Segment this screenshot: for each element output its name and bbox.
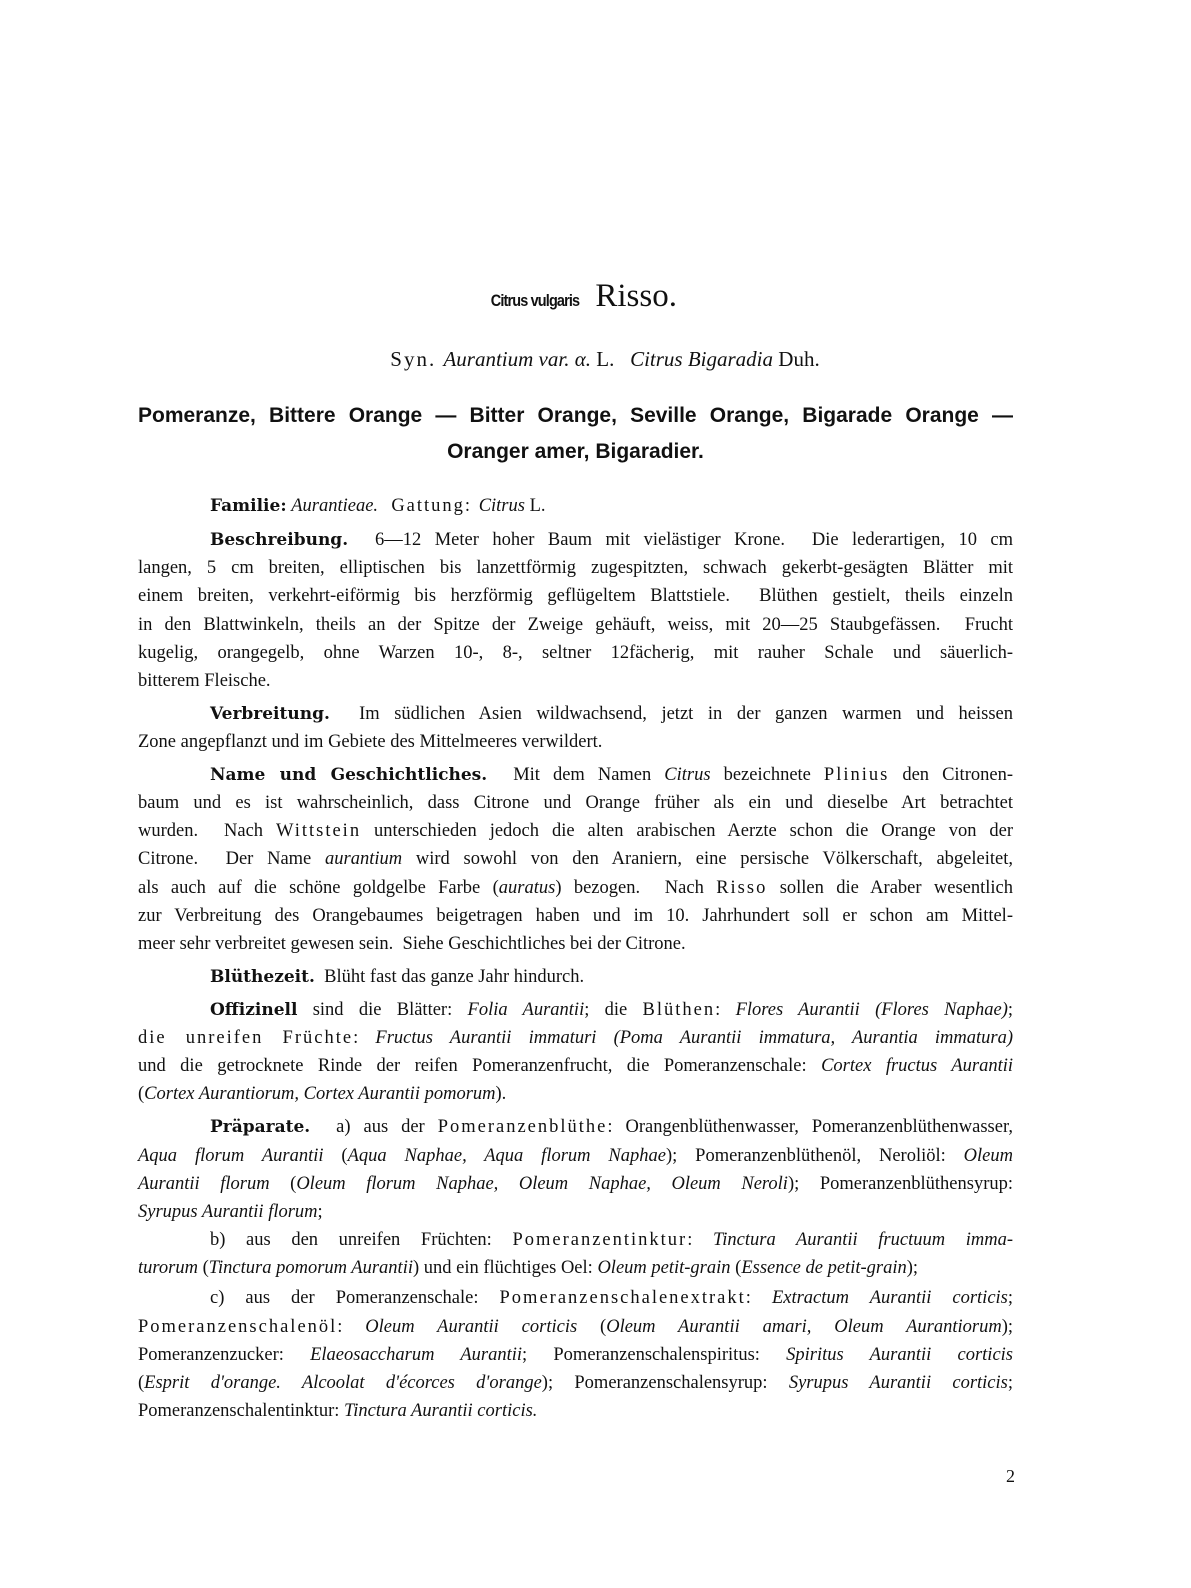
- text-segment: Im südlichen Asien wildwachsend, jetzt in der ganzen warmen und heissen: [329, 704, 1013, 724]
- text-segment: :: [715, 1000, 736, 1020]
- synonym-segment: L.: [591, 347, 631, 371]
- text-segment: Aqua florum Aurantii: [138, 1146, 324, 1166]
- text-line: [138, 1399, 1013, 1423]
- synonym-segment: Syn.: [390, 347, 444, 371]
- species-name: Citrus vulgaris: [490, 291, 580, 310]
- text-line: [138, 584, 1013, 608]
- text-line: [138, 1315, 1013, 1339]
- text-line: [210, 763, 1013, 787]
- text-line: [138, 669, 1013, 693]
- text-segment: bezeichnete: [710, 765, 824, 785]
- text-segment: als auch auf die schöne goldgelbe Farbe (: [138, 878, 499, 898]
- text-segment: Oleum Aurantii amari, Oleum Aurantiorum: [606, 1317, 1002, 1337]
- text-segment: Elaeosaccharum Aurantii: [310, 1345, 523, 1365]
- text-segment: Folia Aurantii: [467, 1000, 585, 1020]
- text-segment: Mit dem Namen: [487, 765, 665, 785]
- text-segment: (: [138, 1084, 145, 1104]
- text-segment: Spiritus Aurantii corticis: [786, 1345, 1013, 1365]
- text-segment: turorum: [138, 1258, 198, 1278]
- text-line: [138, 1172, 1013, 1196]
- text-segment: Pomeranzentinktur: [512, 1230, 688, 1250]
- text-segment: Oleum: [963, 1146, 1013, 1166]
- text-segment: (: [323, 1146, 348, 1166]
- text-segment: in den Blattwinkeln, theils an der Spitze der Zweige gehäuft, weiss, mit 20—25 Staubgefässen. Frucht: [138, 615, 1013, 635]
- text-segment: wurden. Nach: [138, 821, 276, 841]
- text-segment: den Citronen-: [889, 765, 1013, 785]
- synonym-segment: Duh.: [773, 347, 820, 371]
- text-segment: Citrus: [664, 765, 711, 785]
- text-segment: Zone angepflanzt und im Gebiete des Mittelmeeres verwildert.: [138, 732, 603, 752]
- text-segment: Blüthen: [642, 1000, 716, 1020]
- text-line: [210, 1115, 1013, 1139]
- text-segment: sollen die Araber wesentlich: [767, 878, 1013, 898]
- text-line: [138, 932, 1013, 956]
- text-line: [138, 1144, 1013, 1168]
- text-segment: die unreifen Früchte: [138, 1028, 354, 1048]
- synonym-segment: Aurantium var. α.: [443, 347, 591, 371]
- text-line: [210, 528, 1013, 552]
- text-segment: ).: [495, 1084, 507, 1104]
- text-line: [138, 1082, 1013, 1106]
- text-line: [210, 1228, 1013, 1252]
- text-line: [210, 965, 1013, 989]
- text-segment: );: [906, 1258, 919, 1278]
- page-title: [0, 278, 1160, 315]
- text-segment: ); Pomeranzenblüthensyrup:: [787, 1174, 1013, 1194]
- text-segment: aurantium: [325, 849, 403, 869]
- text-line: [210, 494, 1013, 518]
- text-segment: ;: [1007, 1373, 1014, 1393]
- common-names-line-2: Oranger amer, Bigaradier.: [447, 440, 704, 463]
- text-segment: Essence de petit-grain: [741, 1258, 907, 1278]
- text-segment: ;: [1007, 1000, 1013, 1020]
- text-line: [138, 1200, 1013, 1224]
- text-segment: b) aus den unreifen Früchten:: [210, 1230, 513, 1250]
- text-segment: Pomeranzenzucker:: [138, 1345, 311, 1365]
- text-segment: Pomeranzenschalentinktur:: [138, 1401, 345, 1421]
- text-segment: baum und es ist wahrscheinlich, dass Citrone und Orange früher als ein und dieselbe Art betrachtet: [138, 793, 1013, 813]
- text-segment: Fructus Aurantii immaturi (Poma Aurantii immatura, Aurantia immatura): [375, 1028, 1014, 1048]
- text-segment: Syrupus Aurantii corticis: [788, 1373, 1008, 1393]
- text-segment: Wittstein: [275, 821, 362, 841]
- text-line: [210, 702, 1013, 726]
- section-heading: Verbreitung.: [210, 704, 330, 724]
- text-segment: Aqua Naphae, Aqua florum Naphae: [347, 1146, 666, 1166]
- text-line: [138, 613, 1013, 637]
- text-segment: Gattung:: [378, 496, 479, 516]
- text-line: [138, 1026, 1013, 1050]
- text-segment: (: [269, 1174, 297, 1194]
- text-segment: c) aus der Pomeranzenschale:: [210, 1288, 500, 1308]
- text-segment: einem breiten, verkehrt-eiförmig bis herzförmig geflügeltem Blattstiele. Blüthen gestielt, theils einzeln: [138, 586, 1013, 606]
- synonym-line: [0, 347, 1191, 372]
- text-segment: L.: [524, 496, 546, 516]
- text-segment: wird sowohl von den Araniern, eine persische Völkerschaft, abgeleitet,: [402, 849, 1013, 869]
- text-line: [138, 730, 1013, 754]
- text-segment: ; die: [584, 1000, 643, 1020]
- text-segment: ;: [317, 1202, 323, 1222]
- text-line: [138, 556, 1013, 580]
- text-line: [138, 1054, 1013, 1078]
- text-segment: Flores Aurantii (Flores Naphae): [735, 1000, 1008, 1020]
- text-segment: Oleum Aurantii corticis: [365, 1317, 578, 1337]
- text-segment: meer sehr verbreitet gewesen sein. Siehe Geschichtliches bei der Citrone.: [138, 934, 686, 954]
- text-segment: und die getrocknete Rinde der reifen Pomeranzenfrucht, die Pomeranzenschale:: [138, 1056, 822, 1076]
- text-segment: ) und ein flüchtiges Oel:: [412, 1258, 598, 1278]
- text-segment: :: [687, 1230, 713, 1250]
- text-segment: Oleum florum Naphae, Oleum Naphae, Oleum Neroli: [296, 1174, 788, 1194]
- section-heading: Beschreibung.: [210, 530, 349, 550]
- text-segment: Aurantieae.: [291, 496, 379, 516]
- text-segment: Citrone. Der Name: [138, 849, 326, 869]
- text-line: [138, 1256, 1013, 1280]
- text-segment: (: [138, 1373, 145, 1393]
- text-segment: langen, 5 cm breiten, elliptischen bis lanzettförmig zugespitzten, schwach gekerbt-gesägten Blätter mit: [138, 558, 1013, 578]
- text-segment: (: [197, 1258, 209, 1278]
- text-segment: zur Verbreitung des Orangebaumes beigetragen haben und im 10. Jahrhundert soll er schon am Mittel-: [138, 906, 1013, 926]
- text-segment: Extractum Aurantii corticis: [771, 1288, 1008, 1308]
- text-segment: Esprit d'orange. Alcoolat d'écorces d'orange: [144, 1373, 542, 1393]
- text-segment: 6—12 Meter hoher Baum mit vielästiger Krone. Die lederartigen, 10 cm: [348, 530, 1013, 550]
- text-segment: sind die Blätter:: [297, 1000, 468, 1020]
- text-segment: Tinctura Aurantii fructuum imma-: [713, 1230, 1013, 1250]
- text-segment: :: [353, 1028, 376, 1048]
- text-segment: Tinctura pomorum Aurantii: [208, 1258, 413, 1278]
- text-segment: Citrus: [478, 496, 525, 516]
- text-segment: :: [745, 1288, 772, 1308]
- text-segment: Tinctura Aurantii corticis.: [344, 1401, 538, 1421]
- text-line: [138, 876, 1013, 900]
- text-line: [138, 819, 1013, 843]
- text-segment: ) bezogen. Nach: [555, 878, 717, 898]
- text-segment: ;: [1007, 1288, 1014, 1308]
- text-segment: :: [337, 1317, 366, 1337]
- text-segment: bitterem Fleische.: [138, 671, 271, 691]
- text-segment: kugelig, orangegelb, ohne Warzen 10-, 8-, seltner 12fächerig, mit rauher Schale und säuerlich-: [138, 643, 1013, 663]
- text-segment: Risso: [716, 878, 768, 898]
- section-heading: Präparate.: [210, 1117, 311, 1137]
- section-heading: Name und Geschichtliches.: [210, 765, 488, 785]
- synonym-segment: Citrus Bigaradia: [630, 347, 774, 371]
- text-line: [138, 1371, 1013, 1395]
- text-segment: Cortex Aurantiorum, Cortex Aurantii pomorum: [144, 1084, 496, 1104]
- text-segment: Aurantii florum: [138, 1174, 270, 1194]
- text-segment: );: [1001, 1317, 1014, 1337]
- text-segment: a) aus der: [310, 1117, 438, 1137]
- page-number: 2: [1006, 1466, 1015, 1486]
- text-line: [138, 641, 1013, 665]
- text-line: [138, 1343, 1013, 1367]
- species-author: Risso.: [587, 278, 677, 314]
- text-line: [138, 847, 1013, 871]
- text-segment: unterschieden jedoch die alten arabischen Aerzte schon die Orange von der: [361, 821, 1014, 841]
- text-segment: Oleum petit-grain: [597, 1258, 731, 1278]
- text-line: [138, 904, 1013, 928]
- section-heading: Blüthezeit.: [210, 967, 315, 987]
- text-segment: auratus: [498, 878, 556, 898]
- text-segment: Plinius: [823, 765, 890, 785]
- text-segment: Syrupus Aurantii florum: [138, 1202, 318, 1222]
- text-segment: : Orangenblüthenwasser, Pomeranzenblüthenwasser,: [607, 1117, 1014, 1137]
- text-segment: ); Pomeranzenschalensyrup:: [541, 1373, 789, 1393]
- text-segment: (: [730, 1258, 742, 1278]
- text-segment: Pomeranzenblüthe: [437, 1117, 608, 1137]
- text-segment: Pomeranzenschalenöl: [138, 1317, 338, 1337]
- text-segment: (: [577, 1317, 607, 1337]
- section-heading: Familie:: [210, 496, 287, 516]
- text-line: [138, 791, 1013, 815]
- text-segment: Pomeranzenschalenextrakt: [499, 1288, 746, 1308]
- text-segment: ); Pomeranzenblüthenöl, Neroliöl:: [665, 1146, 964, 1166]
- text-segment: Cortex fructus Aurantii: [821, 1056, 1013, 1076]
- text-segment: Blüht fast das ganze Jahr hindurch.: [314, 967, 585, 987]
- text-segment: ; Pomeranzenschalenspiritus:: [522, 1345, 787, 1365]
- section-heading: Offizinell: [210, 1000, 298, 1020]
- text-line: [210, 1286, 1013, 1310]
- text-line: [210, 998, 1013, 1022]
- common-names-line-1: Pomeranze, Bittere Orange — Bitter Orange, Seville Orange, Bigarade Orange —: [138, 404, 1013, 427]
